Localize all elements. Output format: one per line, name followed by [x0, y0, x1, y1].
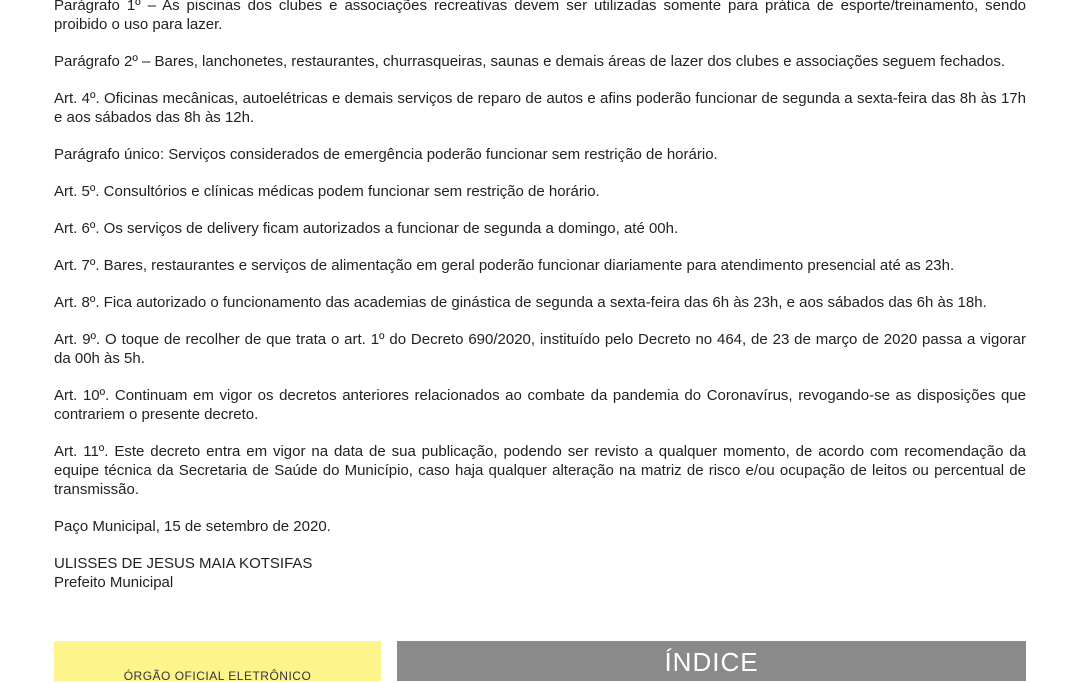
official-organ-label: ÓRGÃO OFICIAL ELETRÔNICO: [123, 669, 312, 683]
article-8: Art. 8º. Fica autorizado o funcionamento das academias de ginástica de segunda a sexta-feira das 6h às 23h, e aos sábados das 6h às 18h.: [54, 294, 987, 311]
paragraph-2: Parágrafo 2º – Bares, lanchonetes, restaurantes, churrasqueiras, saunas e demais áreas de lazer dos clubes e associações seguem fechados.: [54, 53, 1006, 70]
index-label: ÍNDICE: [664, 647, 759, 677]
official-organ-banner: [54, 641, 381, 681]
article-10: Art. 10º. Continuam em vigor os decretos anteriores relacionados ao combate da pandemia do Coronavírus, revogando-se as disposições que contrariem o presente decreto.: [54, 387, 1026, 423]
paragraph-1: Parágrafo 1º – As piscinas dos clubes e associações recreativas devem ser utilizadas somente para prática de esporte/treinamento, sendo proibido o uso para lazer.: [54, 0, 1026, 33]
article-11: Art. 11º. Este decreto entra em vigor na data de sua publicação, podendo ser revisto a qualquer momento, de acordo com recomendação da equipe técnica da Secretaria de Saúde do Município, caso haja qualquer alteração na matriz de risco e/ou ocupação de leitos ou percentual de transmissão.: [54, 443, 1026, 498]
document-body: [54, 0, 1026, 592]
article-6: Art. 6º. Os serviços de delivery ficam autorizados a funcionar de segunda a domingo, até 00h.: [54, 220, 679, 237]
article-4: Art. 4º. Oficinas mecânicas, autoelétricas e demais serviços de reparo de autos e afins poderão funcionar de segunda a sexta-feira das 8h às 17h e aos sábados das 8h às 12h.: [54, 90, 1026, 126]
signer-title: Prefeito Municipal: [54, 574, 174, 591]
article-7: Art. 7º. Bares, restaurantes e serviços de alimentação em geral poderão funcionar diariamente para atendimento presencial até as 23h.: [54, 257, 955, 274]
article-9: Art. 9º. O toque de recolher de que trata o art. 1º do Decreto 690/2020, instituído pelo Decreto no 464, de 23 de março de 2020 passa a vigorar da 00h às 5h.: [54, 331, 1026, 367]
paragraph-unico: Parágrafo único: Serviços considerados de emergência poderão funcionar sem restrição de horário.: [54, 146, 718, 163]
article-5: Art. 5º. Consultórios e clínicas médicas podem funcionar sem restrição de horário.: [54, 183, 600, 200]
place-date: Paço Municipal, 15 de setembro de 2020.: [54, 518, 331, 535]
signer-name: ULISSES DE JESUS MAIA KOTSIFAS: [54, 555, 313, 572]
index-banner[interactable]: [397, 641, 1026, 681]
